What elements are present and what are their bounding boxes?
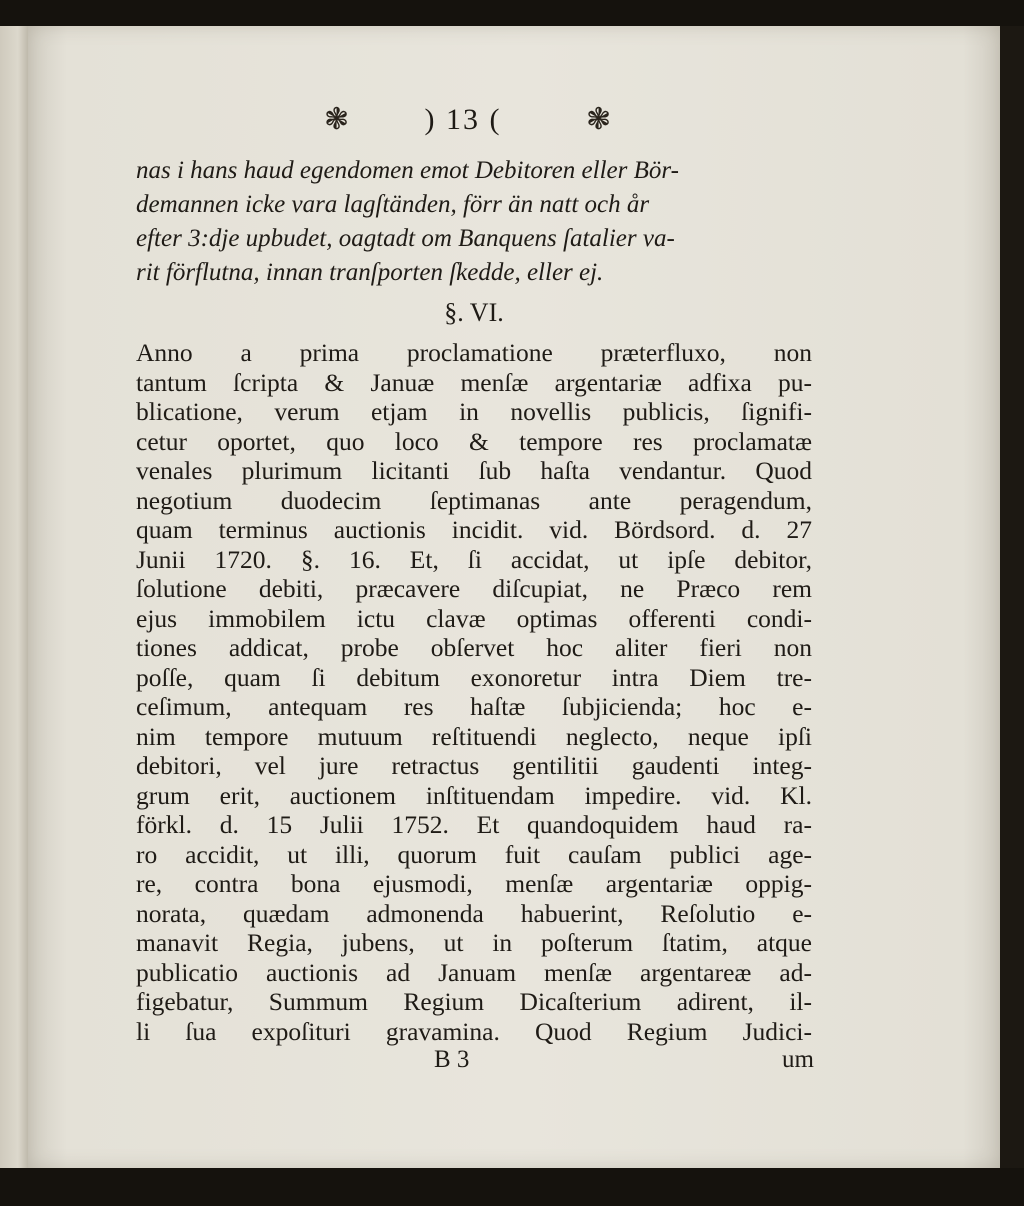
body-line: poſſe, quam ſi debitum exonoretur intra Diem tre- (136, 662, 812, 692)
body-line: tantum ſcripta & Januæ menſæ argentariæ adfixa pu- (136, 367, 812, 397)
body-line: norata, quædam admonenda habuerint, Reſolutio e- (136, 898, 812, 928)
scan-border-right (1000, 26, 1024, 1168)
body-line: förkl. d. 15 Julii 1752. Et quandoquidem haud ra- (136, 810, 812, 839)
italic-line: nas i hans haud egendomen emot Debitoren eller Bör- (136, 157, 679, 184)
flower-ornament-icon: ❃ (586, 102, 612, 137)
body-line: ceſimum, antequam res haſtæ ſubjicienda; hoc e- (136, 692, 812, 721)
running-header (324, 100, 624, 148)
page-text (136, 154, 812, 1046)
body-line: figebatur, Summum Regium Dicaſterium adirent, il- (136, 987, 812, 1016)
body-line: tiones addicat, probe obſervet hoc aliter fieri non (136, 633, 812, 662)
body-line: publicatio auctionis ad Januam menſæ argentareæ ad- (136, 957, 812, 987)
scan-border-top (0, 0, 1024, 26)
body-line: blicatione, verum etjam in novellis publicis, ſignifi- (136, 397, 812, 426)
section-heading: §. VI. (444, 298, 504, 327)
signature-mark: B 3 (434, 1046, 470, 1073)
body-line: negotium duodecim ſeptimanas ante peragendum, (136, 485, 812, 515)
body-line: li ſua expoſituri gravamina. Quod Regium Judici- (136, 1016, 812, 1046)
body-line: debitori, vel jure retractus gentilitii gaudenti integ- (136, 751, 812, 780)
page-number: ) 13 ( (424, 103, 502, 136)
facing-page-edge (0, 26, 30, 1168)
body-line: nim tempore mutuum reſtituendi neglecto, neque ipſi (136, 721, 812, 751)
body-line: cetur oportet, quo loco & tempore res proclamatæ (136, 426, 812, 456)
flower-ornament-icon: ❃ (324, 102, 350, 137)
italic-line: demannen icke vara lagſtänden, förr än natt och år (136, 191, 650, 218)
body-line: Anno a prima proclamatione præterfluxo, non (136, 338, 812, 367)
italic-line: rit förflutna, innan tranſporten ſkedde, eller ej. (136, 259, 604, 286)
body-line: ejus immobilem ictu clavæ optimas offerenti condi- (136, 603, 812, 633)
italic-line: efter 3:dje upbudet, oagtadt om Banquens ſatalier va- (136, 225, 675, 252)
body-line: re, contra bona ejusmodi, menſæ argentariæ oppig- (136, 869, 812, 898)
page-footer (434, 1046, 814, 1080)
scan-border-bottom (0, 1168, 1024, 1206)
body-line: ſolutione debiti, præcavere diſcupiat, ne Præco rem (136, 574, 812, 603)
body-line: venales plurimum licitanti ſub haſta vendantur. Quod (136, 456, 812, 485)
body-line: quam terminus auctionis incidit. vid. Bördsord. d. 27 (136, 515, 812, 544)
body-line: Junii 1720. §. 16. Et, ſi accidat, ut ipſe debitor, (136, 544, 812, 574)
catchword: um (782, 1046, 814, 1073)
body-line: grum erit, auctionem inſtituendam impedire. vid. Kl. (136, 780, 812, 810)
body-line: ro accidit, ut illi, quorum fuit cauſam publici age- (136, 839, 812, 869)
body-line: manavit Regia, jubens, ut in poſterum ſtatim, atque (136, 928, 812, 957)
